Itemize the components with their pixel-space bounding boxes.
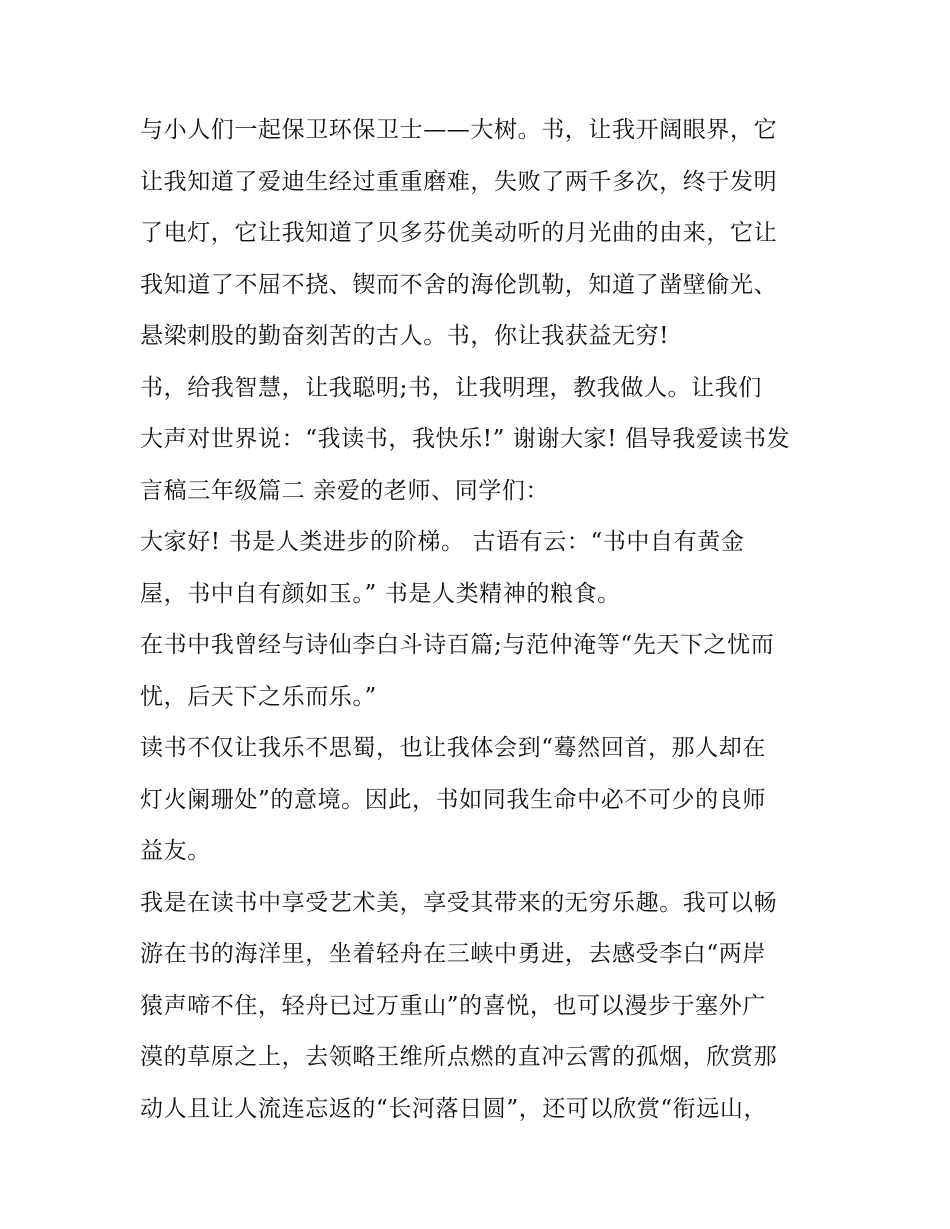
- text-line: 益友。: [140, 838, 211, 864]
- text-line: 在书中我曾经与诗仙李白斗诗百篇;与范仲淹等“先天下之忧而: [140, 632, 775, 658]
- text-line: 了电灯，它让我知道了贝多芬优美动听的月光曲的由来，它让: [140, 220, 778, 246]
- text-line: 屋，书中自有颜如玉。” 书是人类精神的粮食。: [140, 580, 621, 607]
- body-text: [140, 108, 820, 1138]
- text-line: 忧，后天下之乐而乐。”: [140, 683, 377, 710]
- text-line: 我知道了不屈不挠、锲而不舍的海伦凯勒，知道了凿壁偷光、: [140, 271, 778, 298]
- text-line: 让我知道了爱迪生经过重重磨难，失败了两千多次，终于发明: [140, 168, 778, 195]
- text-line: 悬梁刺股的勤奋刻苦的古人。书，你让我获益无穷!: [140, 323, 670, 349]
- text-line: 读书不仅让我乐不思蜀，也让我体会到“蓦然回首，那人却在: [140, 735, 766, 761]
- text-line: 书，给我智慧，让我聪明;书，让我明理，教我做人。让我们: [140, 374, 762, 401]
- text-line: 猿声啼不住，轻舟已过万重山”的喜悦，也可以漫步于塞外广: [140, 992, 766, 1019]
- text-line: 灯火阑珊处”的意境。因此，书如同我生命中必不可少的良师: [140, 786, 766, 813]
- text-line: 动人且让人流连忘返的“长河落日圆”，还可以欣赏“衔远山，: [140, 1095, 768, 1122]
- text-line: 游在书的海洋里，坐着轻舟在三峡中勇进，去感受李白“两岸: [140, 941, 766, 967]
- text-line: 与小人们一起保卫环保卫士——大树。书，让我开阔眼界，它: [140, 117, 778, 143]
- text-line: 漠的草原之上，去领略王维所点燃的直冲云霄的孤烟，欣赏那: [140, 1044, 778, 1070]
- text-line: 我是在读书中享受艺术美，享受其带来的无穷乐趣。我可以畅: [140, 889, 778, 916]
- text-line: 大声对世界说：“我读书，我快乐!” 谢谢大家! 倡导我爱读书发: [140, 426, 791, 452]
- text-line: 大家好! 书是人类进步的阶梯。 古语有云：“书中自有黄金: [140, 529, 745, 555]
- text-line: 言稿三年级篇二 亲爱的老师、同学们：: [140, 477, 550, 504]
